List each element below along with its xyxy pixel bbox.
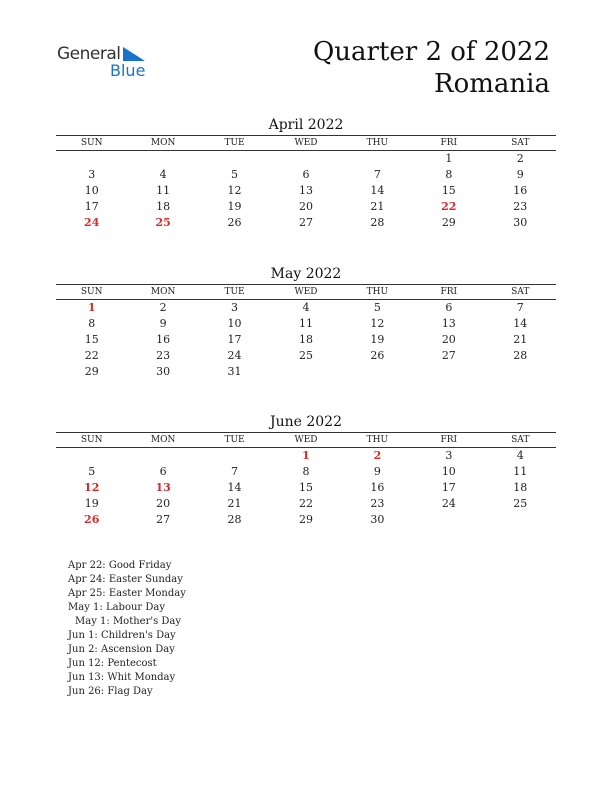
week-row: [56, 348, 556, 364]
empty-day-cell: [342, 364, 413, 380]
holiday-list-item: Jun 13: Whit Monday: [68, 672, 176, 683]
day-cell: 16: [370, 481, 385, 494]
day-cell: 29: [298, 513, 313, 526]
day-cell: 7: [373, 168, 381, 181]
weekday-header: SAT: [511, 287, 530, 297]
day-cell: 4: [302, 301, 310, 314]
weekday-header: TUE: [224, 287, 245, 297]
holiday-list-item: Jun 1: Children's Day: [68, 630, 176, 641]
title-country: Romania: [434, 69, 550, 99]
week-row: [56, 183, 556, 199]
day-cell: 15: [84, 333, 99, 346]
day-cell: 24: [441, 497, 456, 510]
day-cell: 6: [302, 168, 310, 181]
day-cell: 29: [441, 216, 456, 229]
logo-general-text: General: [57, 44, 121, 64]
day-cell: 23: [513, 200, 528, 213]
weekday-header: TUE: [224, 435, 245, 445]
day-cell: 1: [445, 152, 453, 165]
week-row: [56, 364, 556, 380]
weekday-header: MON: [150, 435, 176, 445]
weekday-header: FRI: [440, 138, 458, 148]
holiday-list-item: Apr 24: Easter Sunday: [68, 574, 183, 585]
day-cell: 18: [513, 481, 528, 494]
week-row: [56, 464, 556, 480]
day-cell: 8: [88, 317, 96, 330]
day-cell: 27: [156, 513, 171, 526]
empty-day-cell: [485, 512, 556, 528]
day-cell: 12: [370, 317, 385, 330]
day-cell: 30: [156, 365, 171, 378]
weekday-header: THU: [366, 287, 389, 297]
day-cell: 14: [227, 481, 242, 494]
day-cell: 6: [445, 301, 453, 314]
empty-day-cell: [199, 151, 270, 167]
day-cell: 9: [516, 168, 524, 181]
empty-day-cell: [56, 151, 127, 167]
empty-day-cell: [270, 151, 341, 167]
week-row: [56, 448, 556, 464]
day-cell: 25: [513, 497, 528, 510]
day-cell: 26: [370, 349, 385, 362]
weekday-header: MON: [150, 287, 176, 297]
day-cell: 22: [298, 497, 313, 510]
month-title: April 2022: [268, 117, 344, 133]
empty-day-cell: [485, 364, 556, 380]
day-cell: 5: [231, 168, 239, 181]
day-cell: 20: [156, 497, 171, 510]
day-cell: 18: [298, 333, 313, 346]
day-cell: 21: [370, 200, 385, 213]
week-row: [56, 215, 556, 231]
month-title: May 2022: [270, 266, 342, 282]
weekday-header: WED: [294, 287, 318, 297]
day-cell: 12: [84, 481, 100, 494]
day-cell: 15: [441, 184, 456, 197]
day-cell: 13: [155, 481, 171, 494]
day-cell: 23: [370, 497, 385, 510]
week-row: [56, 332, 556, 348]
day-cell: 11: [156, 184, 171, 197]
day-cell: 21: [227, 497, 242, 510]
week-row: [56, 512, 556, 528]
day-cell: 20: [298, 200, 313, 213]
day-cell: 7: [516, 301, 524, 314]
week-row: [56, 151, 556, 167]
day-cell: 9: [373, 465, 381, 478]
day-cell: 14: [370, 184, 385, 197]
weekday-header: SUN: [80, 287, 103, 297]
title-quarter: Quarter 2 of 2022: [312, 37, 550, 67]
day-cell: 28: [513, 349, 528, 362]
day-cell: 4: [159, 168, 167, 181]
week-row: [56, 496, 556, 512]
day-cell: 5: [88, 465, 96, 478]
month-may: [56, 264, 556, 380]
day-cell: 10: [441, 465, 456, 478]
weekday-header: SUN: [80, 435, 103, 445]
day-cell: 30: [370, 513, 385, 526]
weekday-header: SUN: [80, 138, 103, 148]
day-cell: 28: [227, 513, 242, 526]
day-cell: 6: [159, 465, 167, 478]
day-cell: 8: [302, 465, 310, 478]
day-cell: 11: [298, 317, 313, 330]
day-cell: 19: [227, 200, 242, 213]
day-cell: 27: [298, 216, 313, 229]
weekday-header: MON: [150, 138, 176, 148]
holiday-list-item: Apr 25: Easter Monday: [68, 588, 186, 599]
empty-day-cell: [342, 151, 413, 167]
month-title: June 2022: [269, 414, 342, 430]
week-row: [56, 199, 556, 215]
weekday-header: THU: [366, 138, 389, 148]
day-cell: 19: [370, 333, 385, 346]
holiday-list-item: Jun 26: Flag Day: [68, 686, 153, 697]
day-cell: 4: [516, 449, 524, 462]
day-cell: 13: [441, 317, 456, 330]
page-title: [313, 36, 550, 100]
day-cell: 11: [513, 465, 528, 478]
holiday-list-item: May 1: Labour Day: [68, 602, 165, 613]
day-cell: 22: [441, 200, 457, 213]
day-cell: 17: [84, 200, 99, 213]
day-cell: 2: [373, 449, 382, 462]
week-row: [56, 300, 556, 316]
weekday-header-row: [56, 135, 556, 151]
day-cell: 18: [156, 200, 171, 213]
day-cell: 3: [231, 301, 239, 314]
weekday-header: FRI: [440, 435, 458, 445]
day-cell: 23: [156, 349, 171, 362]
day-cell: 8: [445, 168, 453, 181]
day-cell: 28: [370, 216, 385, 229]
empty-day-cell: [127, 151, 198, 167]
weekday-header-row: [56, 284, 556, 300]
day-cell: 3: [445, 449, 453, 462]
week-row: [56, 167, 556, 183]
holiday-list-item: Apr 22: Good Friday: [68, 560, 172, 571]
day-cell: 20: [441, 333, 456, 346]
day-cell: 7: [231, 465, 239, 478]
holiday-list-item: May 1: Mother's Day: [75, 616, 182, 627]
week-row: [56, 316, 556, 332]
day-cell: 10: [227, 317, 242, 330]
weekday-header: THU: [366, 435, 389, 445]
day-cell: 9: [159, 317, 167, 330]
weekday-header: SAT: [511, 435, 530, 445]
empty-day-cell: [413, 364, 484, 380]
day-cell: 2: [516, 152, 524, 165]
day-cell: 24: [227, 349, 242, 362]
day-cell: 15: [298, 481, 313, 494]
empty-day-cell: [56, 448, 127, 464]
day-cell: 17: [441, 481, 456, 494]
day-cell: 19: [84, 497, 99, 510]
weekday-header: FRI: [440, 287, 458, 297]
week-row: [56, 480, 556, 496]
day-cell: 5: [373, 301, 381, 314]
day-cell: 29: [84, 365, 99, 378]
holiday-list: [68, 559, 186, 699]
empty-day-cell: [413, 512, 484, 528]
day-cell: 2: [159, 301, 167, 314]
day-cell: 24: [84, 216, 100, 229]
weekday-header: TUE: [224, 138, 245, 148]
day-cell: 10: [84, 184, 99, 197]
day-cell: 27: [441, 349, 456, 362]
day-cell: 17: [227, 333, 242, 346]
day-cell: 31: [227, 365, 242, 378]
day-cell: 16: [156, 333, 171, 346]
day-cell: 26: [84, 513, 100, 526]
month-june: [56, 412, 556, 528]
day-cell: 12: [227, 184, 242, 197]
day-cell: 3: [88, 168, 96, 181]
weekday-header: WED: [294, 435, 318, 445]
empty-day-cell: [270, 364, 341, 380]
generalblue-logo: [57, 44, 157, 84]
holiday-list-item: Jun 2: Ascension Day: [68, 644, 175, 655]
day-cell: 25: [298, 349, 313, 362]
logo-blue-text: Blue: [110, 61, 146, 80]
weekday-header: SAT: [511, 138, 530, 148]
day-cell: 25: [155, 216, 171, 229]
day-cell: 16: [513, 184, 528, 197]
weekday-header: WED: [294, 138, 318, 148]
month-april: [56, 115, 556, 231]
day-cell: 22: [84, 349, 99, 362]
day-cell: 26: [227, 216, 242, 229]
day-cell: 14: [513, 317, 528, 330]
day-cell: 1: [87, 301, 96, 314]
day-cell: 1: [302, 449, 310, 462]
day-cell: 21: [513, 333, 528, 346]
weekday-header-row: [56, 432, 556, 448]
day-cell: 30: [513, 216, 528, 229]
holiday-list-item: Jun 12: Pentecost: [68, 658, 157, 669]
empty-day-cell: [127, 448, 198, 464]
day-cell: 13: [298, 184, 313, 197]
empty-day-cell: [199, 448, 270, 464]
